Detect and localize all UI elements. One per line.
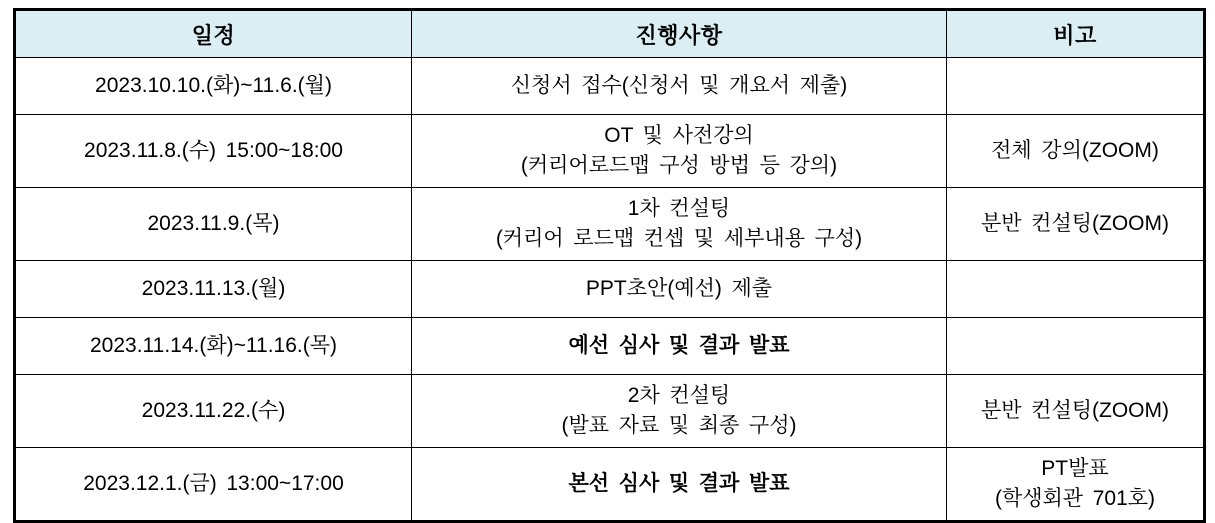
progress-line: OT 및 사전강의 — [604, 124, 754, 147]
schedule-cell: 2023.12.1.(금) 13:00~17:00 — [15, 448, 412, 522]
schedule-cell: 2023.11.9.(목) — [15, 188, 412, 261]
table-row — [15, 188, 1205, 261]
table-row — [15, 448, 1205, 522]
schedule-cell: 2023.11.14.(화)~11.16.(목) — [15, 318, 412, 375]
progress-line: 2차 컨설팅 — [627, 384, 731, 407]
note-line: (학생회관 701호) — [994, 487, 1156, 510]
note-cell — [947, 318, 1205, 375]
progress-line: PPT초안(예선) 제출 — [585, 277, 773, 300]
schedule-cell: 2023.11.22.(수) — [15, 375, 412, 448]
table-row — [15, 318, 1205, 375]
schedule-cell: 2023.11.13.(월) — [15, 261, 412, 318]
note-cell — [947, 261, 1205, 318]
progress-line: (커리어로드맵 구성 방법 등 강의) — [520, 154, 838, 177]
progress-cell — [412, 318, 947, 375]
table-row — [15, 375, 1205, 448]
progress-line: 예선 심사 및 결과 발표 — [568, 334, 790, 357]
note-cell — [947, 188, 1205, 261]
progress-cell — [412, 448, 947, 522]
note-cell — [947, 375, 1205, 448]
progress-line: 1차 컨설팅 — [627, 197, 731, 220]
note-cell — [947, 58, 1205, 115]
progress-line: (커리어 로드맵 컨셉 및 세부내용 구성) — [495, 227, 863, 250]
table-body — [15, 58, 1205, 522]
progress-cell — [412, 375, 947, 448]
header-note: 비고 — [947, 10, 1205, 58]
note-line: 분반 컨설팅(ZOOM) — [980, 399, 1170, 422]
header-row — [15, 10, 1205, 58]
progress-line: 본선 심사 및 결과 발표 — [568, 472, 790, 495]
table-row — [15, 115, 1205, 188]
schedule-cell: 2023.10.10.(화)~11.6.(월) — [15, 58, 412, 115]
progress-cell — [412, 188, 947, 261]
note-cell — [947, 115, 1205, 188]
schedule-cell: 2023.11.8.(수) 15:00~18:00 — [15, 115, 412, 188]
table-row — [15, 261, 1205, 318]
progress-cell — [412, 115, 947, 188]
note-line: 전체 강의(ZOOM) — [991, 139, 1159, 162]
progress-cell — [412, 261, 947, 318]
note-line: 분반 컨설팅(ZOOM) — [980, 212, 1170, 235]
note-line: PT발표 — [1041, 457, 1109, 480]
progress-line: (발표 자료 및 최종 구성) — [561, 414, 797, 437]
note-cell — [947, 448, 1205, 522]
schedule-table — [13, 8, 1206, 523]
table-row — [15, 58, 1205, 115]
progress-cell — [412, 58, 947, 115]
progress-line: 신청서 접수(신청서 및 개요서 제출) — [510, 74, 848, 97]
header-schedule: 일정 — [15, 10, 412, 58]
header-progress: 진행사항 — [412, 10, 947, 58]
